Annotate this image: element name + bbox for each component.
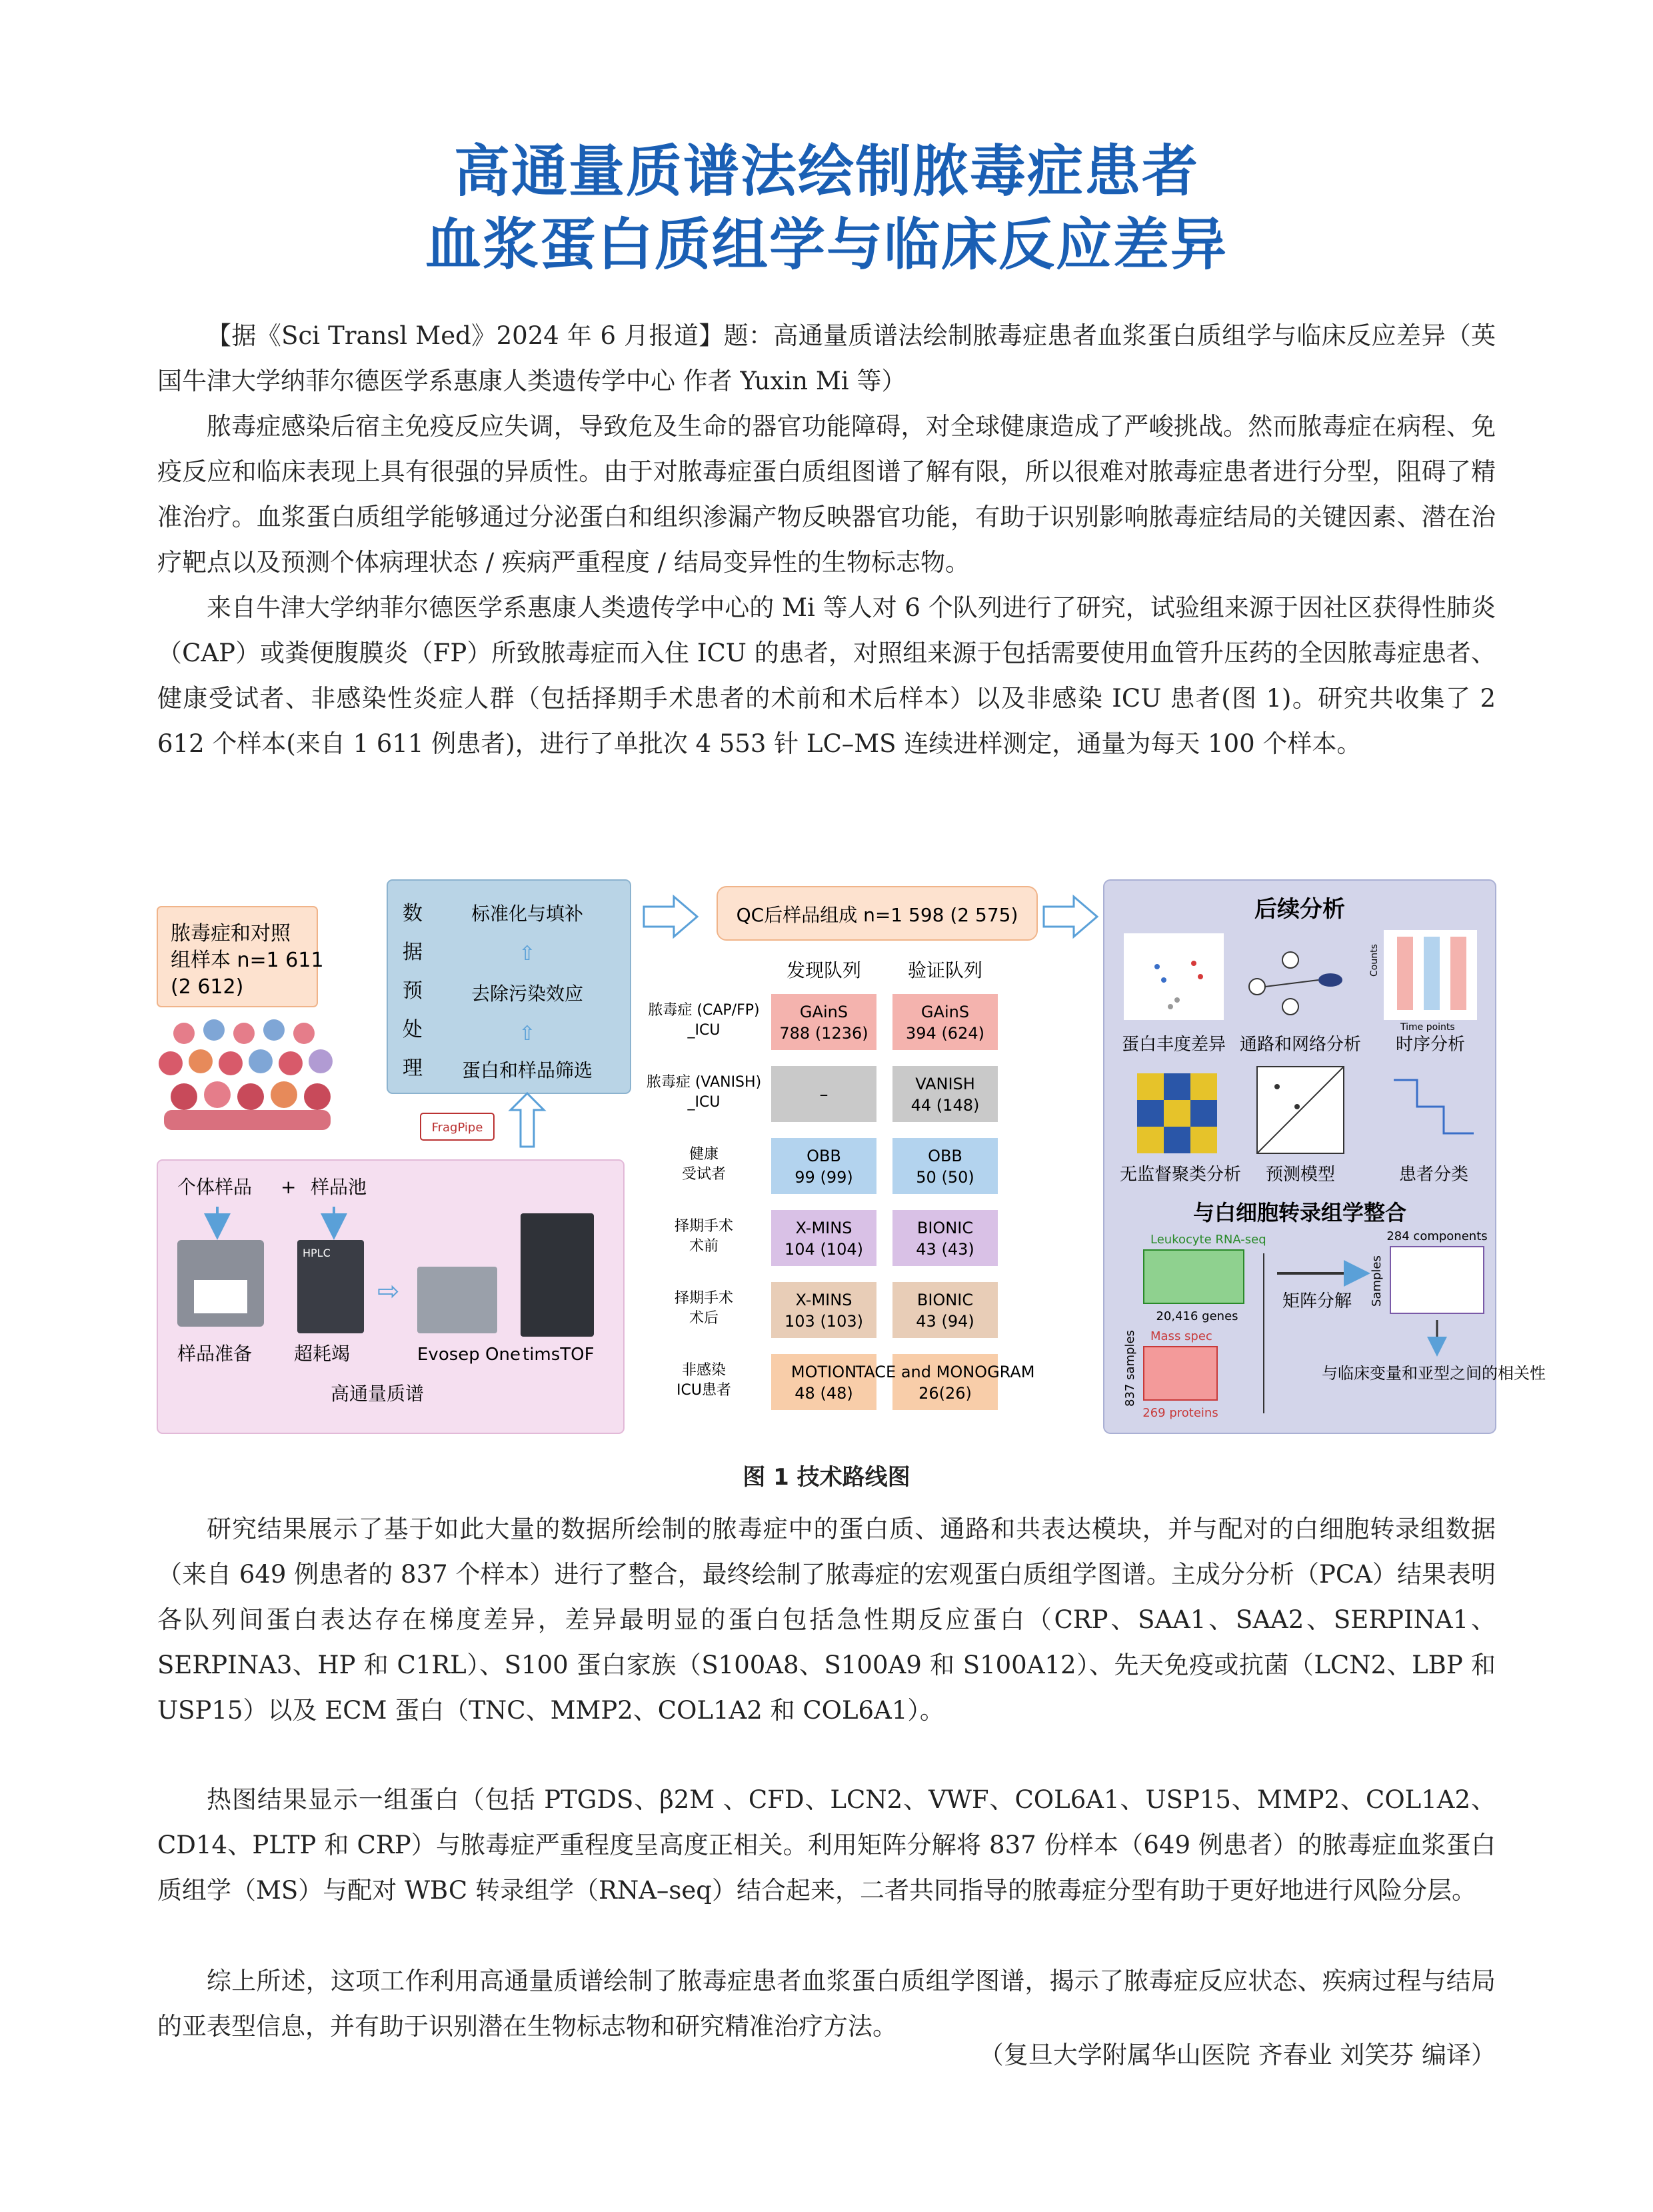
- title-line-1: 高通量质谱法绘制脓毒症患者: [453, 139, 1199, 204]
- cohort-name: OBB: [807, 1147, 841, 1165]
- paragraph-source: 【据《Sci Transl Med》2024 年 6 月报道】题：高通量质谱法绘制脓毒症患者血浆蛋白质组学与临床反应差异（英国牛津大学纳菲尔德医学系惠康人类遗传学中心 作者 Yuxin Mi 等）: [157, 321, 1496, 395]
- cohort-count: 44 (148): [910, 1096, 980, 1115]
- cohort-label-line1: 脓毒症 (CAP/FP): [648, 1002, 760, 1019]
- cohort-name: OBB: [928, 1147, 962, 1165]
- cohort-label-line2: ICU患者: [677, 1382, 731, 1399]
- cohort-label-line1: 择期手术: [674, 1218, 734, 1235]
- cohort-count: 394 (624): [906, 1024, 984, 1043]
- paragraph-heatmap: 热图结果显示一组蛋白（包括 PTGDS、β2M 、CFD、LCN2、VWF、COL6A1、USP15、MMP2、COL1A2、CD14、PLTP 和 CRP）与脓毒症严重程度呈高度正相关。利用矩阵分解将 837 份样本（649 例患者）的脓毒症血浆蛋白质组学（MS）与配对 WBC 转录组学（RNA–seq）结合起来，二者共同指导的脓毒症分型有助于更好地进行风险分层。: [157, 1785, 1496, 1905]
- ms-plus: +: [281, 1176, 297, 1198]
- ms-evosep: Evosep One: [417, 1345, 521, 1365]
- cohort-label-line2: _ICU: [687, 1022, 721, 1039]
- cohort-name: GAinS: [799, 1003, 848, 1021]
- counts-label: Counts: [1369, 944, 1380, 977]
- title-line-2: 血浆蛋白质组学与临床反应差异: [425, 212, 1228, 277]
- ms-pooled-sample: 样品池: [311, 1176, 367, 1198]
- cohort-count: 104 (104): [785, 1240, 863, 1259]
- rna-seq-label: Leukocyte RNA-seq: [1150, 1233, 1266, 1247]
- up-arrow-icon: [511, 1093, 544, 1147]
- cohort-table: [647, 993, 1035, 1411]
- processing-char-4: 处: [403, 1018, 423, 1041]
- cohort-label-line2: 术后: [689, 1310, 719, 1327]
- ms-timstof: timsTOF: [523, 1345, 595, 1365]
- cohort-label-line2: 受试者: [681, 1166, 727, 1183]
- cohort-name: VANISH: [915, 1075, 975, 1093]
- survival-curve-icon: [1390, 1067, 1477, 1153]
- cohort-count: 26(26): [918, 1384, 972, 1403]
- heatmap-icon: [1137, 1073, 1217, 1153]
- timeseries-icon: [1369, 930, 1477, 1033]
- sample-box-line-1: 脓毒症和对照: [171, 922, 291, 945]
- analysis-item-4: 无监督聚类分析: [1119, 1165, 1242, 1185]
- proteins-label: 269 proteins: [1142, 1406, 1218, 1420]
- evosep-machine-icon: [417, 1267, 497, 1333]
- components-matrix-icon: [1390, 1247, 1484, 1313]
- pipeline-label: FragPipe: [431, 1121, 483, 1135]
- processing-char-2: 据: [403, 941, 423, 964]
- col-header-validation: 验证队列: [907, 959, 983, 981]
- processing-step-1: 标准化与填补: [471, 903, 584, 925]
- cohort-label-line1: 择期手术: [674, 1290, 734, 1307]
- cohort-count: 103 (103): [785, 1312, 863, 1331]
- right-arrow-icon: [644, 897, 697, 937]
- right-arrow-icon: ⇨: [377, 1276, 400, 1307]
- sample-box-line-3: (2 612): [171, 975, 244, 999]
- up-arrow-icon: ⇧: [519, 942, 536, 965]
- analysis-item-2: 通路和网络分析: [1239, 1035, 1362, 1055]
- translator-credit: （复旦大学附属华山医院 齐春业 刘笑芬 编译）: [978, 2041, 1496, 2069]
- time-points-label: Time points: [1400, 1022, 1455, 1033]
- cohort-label-line2: _ICU: [687, 1094, 721, 1111]
- up-arrow-icon: ⇧: [519, 1022, 536, 1045]
- processing-char-1: 数: [403, 902, 423, 925]
- processing-char-5: 理: [403, 1057, 423, 1080]
- cohort-label-line2: 术前: [689, 1238, 719, 1255]
- analysis-item-1: 蛋白丰度差异: [1121, 1035, 1226, 1055]
- analysis-item-6: 患者分类: [1398, 1165, 1469, 1185]
- cohort-label-line1: 非感染: [681, 1362, 727, 1379]
- cohort-name: X-MINS: [795, 1219, 852, 1237]
- qc-label: QC后样品组成 n=1 598 (2 575): [736, 904, 1018, 926]
- genes-label: 20,416 genes: [1156, 1309, 1238, 1323]
- sample-box-line-2: 组样本 n=1 611: [171, 949, 324, 972]
- processing-step-2: 去除污染效应: [471, 983, 584, 1005]
- ms-sample-prep: 样品准备: [177, 1343, 253, 1365]
- paragraph-results: 研究结果展示了基于如此大量的数据所绘制的脓毒症中的蛋白质、通路和共表达模块，并与配对的白细胞转录组数据（来自 649 例患者的 837 个样本）进行了整合，最终绘制了脓毒症的宏观蛋白质组学图谱。主成分分析（PCA）结果表明各队列间蛋白表达存在梯度差异，差异最明显的蛋白包括急性期反应蛋白（CRP、SAA1、SAA2、SERPINA1、SERPINA3、HP 和 C1RL）、S100 蛋白家族（S100A8、S100A9 和 S100A12）、先天免疫或抗菌（LCN2、LBP 和 USP15）以及 ECM 蛋白（TNC、MMP2、COL1A2 和 COL6A1）。: [157, 1515, 1496, 1725]
- cohort-name: –: [819, 1085, 828, 1105]
- cohort-name: MOTION: [791, 1363, 857, 1381]
- volcano-plot-icon: [1124, 933, 1224, 1020]
- ms-depletion: 超耗竭: [294, 1343, 351, 1365]
- cohort-name: BIONIC: [916, 1219, 974, 1237]
- timstof-machine-icon: [521, 1213, 594, 1337]
- rna-matrix-icon: [1144, 1250, 1244, 1303]
- paragraph-intro: 脓毒症感染后宿主免疫反应失调，导致危及生命的器官功能障碍，对全球健康造成了严峻挑战。然而脓毒症在病程、免疫反应和临床表现上具有很强的异质性。由于对脓毒症蛋白质组图谱了解有限，所以很难对脓毒症患者进行分型，阻碍了精准治疗。血浆蛋白质组学能够通过分泌蛋白和组织渗漏产物反映器官功能，有助于识别影响脓毒症结局的关键因素、潜在治疗靶点以及预测个体病理状态 / 疾病严重程度 / 结局变异性的生物标志物。: [157, 412, 1496, 577]
- cohort-count: 50 (50): [916, 1168, 974, 1187]
- prediction-model-icon: [1257, 1067, 1344, 1153]
- matrix-factorization-label: 矩阵分解: [1282, 1291, 1352, 1311]
- cohort-count: 43 (43): [916, 1240, 974, 1259]
- right-arrow-icon: [1044, 897, 1097, 937]
- col-header-discovery: 发现队列: [786, 959, 862, 981]
- mass-spec-label: Mass spec: [1150, 1329, 1212, 1343]
- processing-step-3: 蛋白和样品筛选: [461, 1059, 593, 1081]
- figure-technical-roadmap: [157, 880, 1546, 1440]
- components-label: 284 components: [1386, 1229, 1488, 1243]
- cohort-name: TACE and MONOGRAM: [855, 1363, 1035, 1381]
- ms-individual-sample: 个体样品: [177, 1176, 253, 1198]
- people-crowd-icon: [159, 1019, 333, 1130]
- analysis-item-3: 时序分析: [1395, 1035, 1466, 1055]
- network-icon: [1244, 933, 1357, 1020]
- integration-title: 与白细胞转录组学整合: [1192, 1200, 1407, 1225]
- correlation-label: 与临床变量和亚型之间的相关性: [1322, 1364, 1546, 1383]
- cohort-count: 48 (48): [795, 1384, 853, 1403]
- analysis-title: 后续分析: [1254, 896, 1345, 923]
- ms-high-throughput: 高通量质谱: [330, 1383, 425, 1405]
- cohort-name: BIONIC: [916, 1291, 974, 1309]
- cohort-name: X-MINS: [795, 1291, 852, 1309]
- samples-count-label: 837 samples: [1123, 1330, 1137, 1407]
- paragraph-methods: 来自牛津大学纳菲尔德医学系惠康人类遗传学中心的 Mi 等人对 6 个队列进行了研究，试验组来源于因社区获得性肺炎（CAP）或粪便腹膜炎（FP）所致脓毒症而入住 ICU 的患者，对照组来源于包括需要使用血管升压药的全因脓毒症患者、健康受试者、非感染性炎症人群（包括择期手术患者的术前和术后样本）以及非感染 ICU 患者(图 1)。研究共收集了 2 612 个样本(来自 1 611 例患者)，进行了单批次 4 553 针 LC–MS 连续进样测定，通量为每天 100 个样本。: [157, 593, 1496, 758]
- cohort-label-line1: 健康: [689, 1146, 719, 1163]
- cohort-count: 43 (94): [916, 1312, 974, 1331]
- analysis-item-5: 预测模型: [1265, 1165, 1336, 1185]
- hplc-label: HPLC: [303, 1247, 331, 1259]
- cohort-count: 788 (1236): [779, 1024, 868, 1043]
- cohort-count: 99 (99): [795, 1168, 853, 1187]
- processing-char-3: 预: [403, 979, 423, 1003]
- figure-caption: 图 1 技术路线图: [743, 1464, 910, 1491]
- cohort-label-line1: 脓毒症 (VANISH): [646, 1074, 762, 1091]
- paragraph-conclusion: 综上所述，这项工作利用高通量质谱绘制了脓毒症患者血浆蛋白质组学图谱，揭示了脓毒症反应状态、疾病过程与结局的亚表型信息，并有助于识别潜在生物标志物和研究精准治疗方法。: [157, 1967, 1496, 2041]
- samples-label: Samples: [1370, 1255, 1384, 1307]
- ms-matrix-icon: [1144, 1347, 1217, 1400]
- cohort-name: GAinS: [920, 1003, 970, 1021]
